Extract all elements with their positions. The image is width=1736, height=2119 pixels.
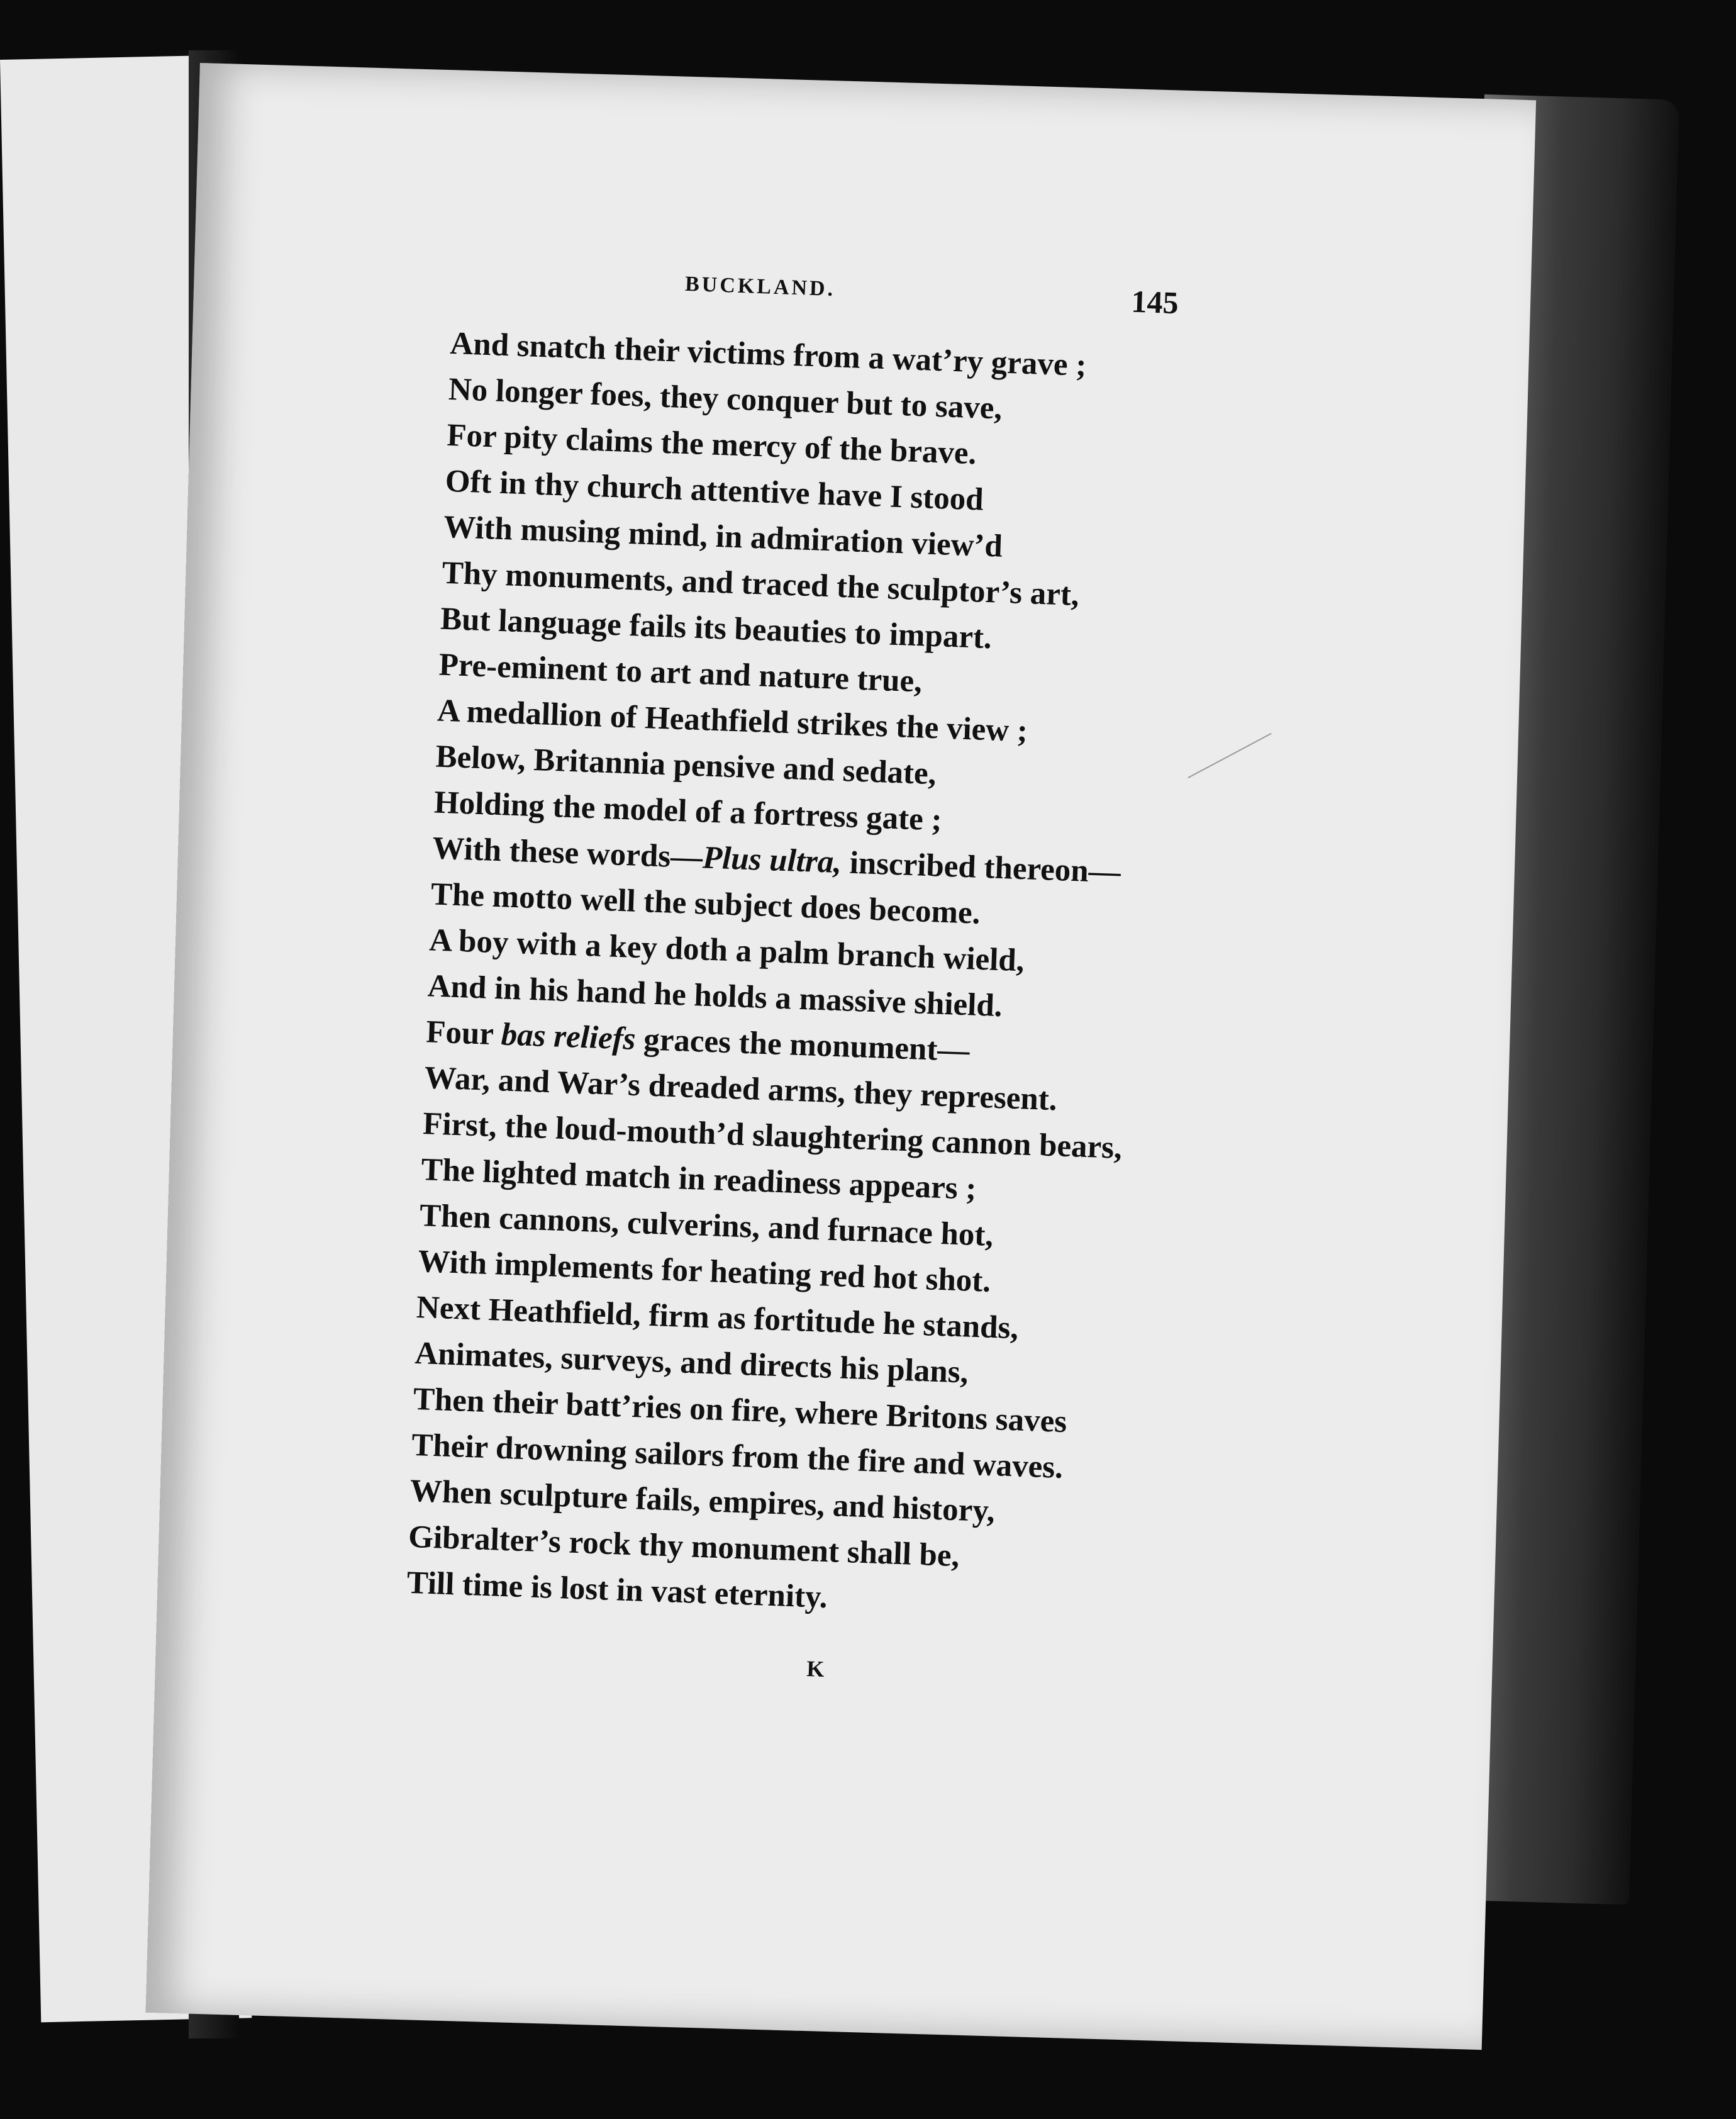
poem-line-text: Their drowning sailors from the fire and waves.	[411, 1427, 1064, 1485]
poem-line-text: And snatch their victims from a wat’ry grave ;	[449, 325, 1088, 384]
poem-line-italic: bas reliefs	[500, 1017, 637, 1057]
poem-line-text: With these words—	[431, 830, 704, 876]
poem-line-text: Then their batt’ries on fire, where Britons saves	[413, 1381, 1068, 1440]
poem-line-text: Thy monuments, and traced the sculptor’s art,	[441, 555, 1080, 613]
poem-line-text: Four	[425, 1014, 502, 1053]
poem-line-text: For pity claims the mercy of the brave.	[446, 417, 977, 472]
running-head: BUCKLAND.	[684, 272, 836, 301]
poem-line-text: graces the monument—	[635, 1021, 971, 1069]
poem-line-text: Next Heathfield, firm as fortitude he stands,	[416, 1290, 1020, 1346]
poem-line-text: But language fails its beauties to impart.	[440, 601, 993, 656]
poem-line-text: No longer foes, they conquer but to save,	[448, 371, 1003, 427]
poem-line-text: When sculpture fails, empires, and history,	[409, 1473, 996, 1529]
page-text	[406, 264, 1283, 1682]
poem-line-text: War, and War’s dreaded arms, they represent.	[423, 1060, 1058, 1118]
poem-line-text: A boy with a key doth a palm branch wield,	[428, 922, 1025, 979]
poem-line-text: Holding the model of a fortress gate ;	[433, 785, 943, 838]
poem-line-italic: Plus ultra,	[702, 840, 843, 881]
poem-line-text: The lighted match in readiness appears ;	[420, 1152, 977, 1207]
poem-line-text: inscribed thereon—	[841, 845, 1121, 890]
poem-line-text: The motto well the subject does become.	[430, 876, 981, 931]
poem-line-text: Animates, surveys, and directs his plans,	[414, 1335, 969, 1390]
poem	[406, 321, 1281, 1635]
poem-line-text: Till time is lost in vast eternity.	[406, 1565, 828, 1616]
poem-line-text: Then cannons, culverins, and furnace hot,	[419, 1198, 994, 1253]
poem-line-text: And in his hand he holds a massive shield.	[426, 968, 1003, 1024]
signature-mark: K	[806, 1656, 825, 1682]
poem-line-text: Oft in thy church attentive have I stood	[444, 463, 984, 518]
poem-line-text: A medallion of Heathfield strikes the view ;	[437, 693, 1028, 749]
poem-line-text: Pre-eminent to art and nature true,	[438, 647, 923, 700]
poem-line-text: First, the loud-mouth’d slaughtering cannon bears,	[422, 1106, 1123, 1166]
poem-line-text: With implements for heating red hot shot.	[417, 1244, 992, 1299]
poem-line-text: Below, Britannia pensive and sedate,	[435, 739, 937, 792]
poem-line-text: Gibralter’s rock thy monument shall be,	[408, 1519, 960, 1574]
poem-line-text: With musing mind, in admiration view’d	[443, 509, 1003, 564]
page-number: 145	[1130, 283, 1179, 321]
